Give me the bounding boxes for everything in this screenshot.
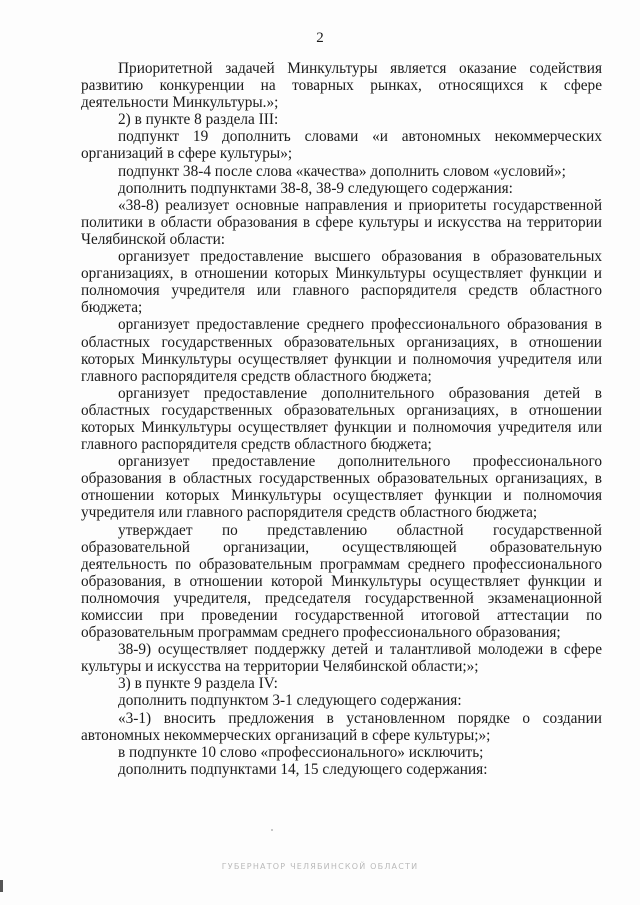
paragraph: дополнить подпунктами 38-8, 38-9 следующего содержания:	[118, 179, 513, 197]
paragraph: 2) в пункте 8 раздела III:	[118, 111, 279, 129]
document-body	[81, 60, 602, 778]
paragraph: дополнить подпунктом 3-1 следующего содержания:	[118, 692, 462, 710]
paragraph: организует предоставление высшего образования в образовательных организациях, в отношении которых Минкультуры осуществляет функции и полномочия учредителя или главного распорядителя средств областного бюджета;	[81, 248, 602, 317]
paragraph: организует предоставление среднего профессионального образования в областных государственных образовательных организациях, в отношении которых Минкультуры осуществляет функции и полномочия учредителя или главного распорядителя средств областного бюджета;	[81, 316, 602, 385]
page-number: 2	[316, 30, 324, 46]
paragraph: «38-8) реализует основные направления и приоритеты государственной политики в области образования в сфере культуры и искусства на территории Челябинской области:	[81, 196, 602, 248]
footer-stamp: ГУБЕРНАТОР ЧЕЛЯБИНСКОЙ ОБЛАСТИ	[221, 862, 419, 871]
paragraph: 3) в пункте 9 раздела IV:	[118, 675, 278, 693]
paragraph: дополнить подпунктами 14, 15 следующего содержания:	[118, 760, 488, 778]
paragraph: Приоритетной задачей Минкультуры является оказание содействия развитию конкуренции на товарных рынках, относящихся к сфере деятельности Минкультуры.»;	[81, 60, 602, 112]
paragraph: в подпункте 10 слово «профессионального» исключить;	[118, 743, 484, 761]
paragraph: организует предоставление дополнительного профессионального образования в областных государственных образовательных организациях, в отношении которых Минкультуры осуществляет функции и полномочия учредителя или главного распорядителя средств областного бюджета;	[81, 453, 602, 522]
paragraph: подпункт 38-4 после слова «качества» дополнить словом «условий»;	[118, 162, 566, 180]
paragraph: подпункт 19 дополнить словами «и автономных некоммерческих организаций в сфере культуры»;	[81, 128, 602, 163]
scan-edge-mark	[0, 880, 3, 892]
scan-speck	[271, 829, 273, 831]
paragraph: организует предоставление дополнительного образования детей в областных государственных образовательных организациях, в отношении которых Минкультуры осуществляет функции и полномочия учредителя или главного распорядителя средств областного бюджета;	[81, 384, 602, 454]
paragraph: 38-9) осуществляет поддержку детей и талантливой молодежи в сфере культуры и искусства на территории Челябинской области;»;	[81, 641, 602, 676]
paragraph: утверждает по представлению областной государственной образовательной организации, осуществляющей образовательную деятельность по образовательным программам среднего профессионального образования, в отношении которой Минкультуры осуществляет функции и полномочия учредителя, председателя государственной экзаменационной комиссии при проведении государственной итоговой аттестации по образовательным программам среднего профессионального образования;	[81, 521, 602, 642]
paragraph: «3-1) вносить предложения в установленном порядке о создании автономных некоммерческих организаций в сфере культуры;»;	[81, 709, 602, 744]
